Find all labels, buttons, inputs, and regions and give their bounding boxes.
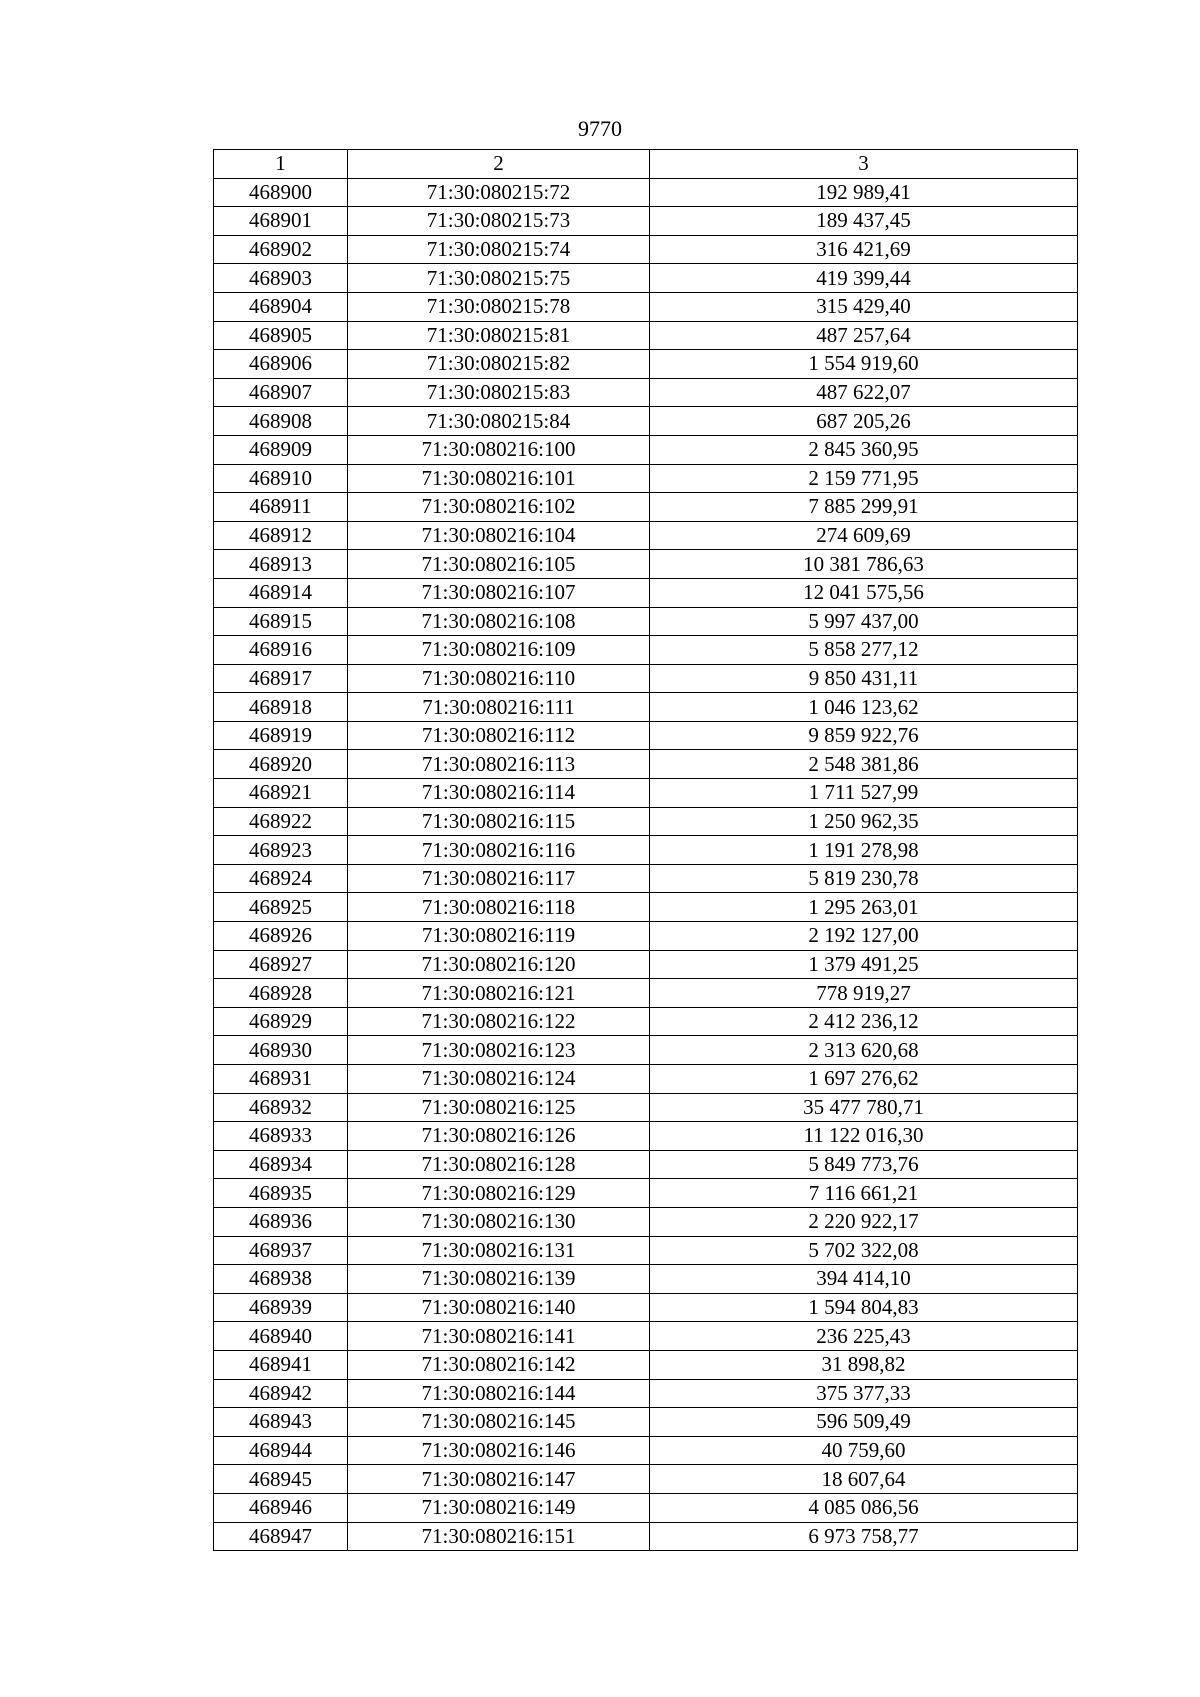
table-row [214, 321, 1078, 350]
row-number-cell: 468908 [214, 407, 348, 436]
cadastral-number-cell: 71:30:080216:130 [348, 1207, 650, 1236]
row-number-cell: 468923 [214, 836, 348, 865]
value-cell: 1 046 123,62 [650, 693, 1078, 722]
cadastral-number-cell: 71:30:080216:121 [348, 979, 650, 1008]
cadastral-number-cell: 71:30:080215:74 [348, 235, 650, 264]
cadastral-number-cell: 71:30:080216:142 [348, 1350, 650, 1379]
value-cell: 778 919,27 [650, 979, 1078, 1008]
table-row [214, 1065, 1078, 1094]
row-number-cell: 468915 [214, 607, 348, 636]
table-row [214, 578, 1078, 607]
row-number-cell: 468914 [214, 578, 348, 607]
row-number-cell: 468922 [214, 807, 348, 836]
row-number-cell: 468905 [214, 321, 348, 350]
table-row [214, 1322, 1078, 1351]
value-cell: 5 849 773,76 [650, 1150, 1078, 1179]
column-header-3: 3 [650, 150, 1078, 179]
value-cell: 316 421,69 [650, 235, 1078, 264]
value-cell: 18 607,64 [650, 1465, 1078, 1494]
row-number-cell: 468928 [214, 979, 348, 1008]
column-header-2: 2 [348, 150, 650, 179]
value-cell: 1 554 919,60 [650, 350, 1078, 379]
table-row [214, 178, 1078, 207]
table-row [214, 1522, 1078, 1551]
table-row [214, 292, 1078, 321]
value-cell: 1 250 962,35 [650, 807, 1078, 836]
cadastral-number-cell: 71:30:080216:126 [348, 1122, 650, 1151]
table-row [214, 550, 1078, 579]
value-cell: 2 159 771,95 [650, 464, 1078, 493]
cadastral-number-cell: 71:30:080216:140 [348, 1293, 650, 1322]
row-number-cell: 468926 [214, 922, 348, 951]
value-cell: 687 205,26 [650, 407, 1078, 436]
cadastral-number-cell: 71:30:080215:81 [348, 321, 650, 350]
value-cell: 5 997 437,00 [650, 607, 1078, 636]
cadastral-number-cell: 71:30:080215:82 [348, 350, 650, 379]
row-number-cell: 468937 [214, 1236, 348, 1265]
row-number-cell: 468942 [214, 1379, 348, 1408]
value-cell: 2 192 127,00 [650, 922, 1078, 951]
table-row [214, 350, 1078, 379]
cadastral-number-cell: 71:30:080215:75 [348, 264, 650, 293]
row-number-cell: 468909 [214, 435, 348, 464]
table-row [214, 950, 1078, 979]
cadastral-number-cell: 71:30:080216:117 [348, 864, 650, 893]
table-row [214, 864, 1078, 893]
table-row [214, 1150, 1078, 1179]
cadastral-number-cell: 71:30:080216:116 [348, 836, 650, 865]
cadastral-number-cell: 71:30:080216:141 [348, 1322, 650, 1351]
column-header-1: 1 [214, 150, 348, 179]
cadastral-number-cell: 71:30:080216:120 [348, 950, 650, 979]
row-number-cell: 468940 [214, 1322, 348, 1351]
value-cell: 487 257,64 [650, 321, 1078, 350]
value-cell: 9 850 431,11 [650, 664, 1078, 693]
cadastral-number-cell: 71:30:080216:104 [348, 521, 650, 550]
cadastral-number-cell: 71:30:080216:125 [348, 1093, 650, 1122]
table-row [214, 264, 1078, 293]
cadastral-number-cell: 71:30:080215:84 [348, 407, 650, 436]
value-cell: 487 622,07 [650, 378, 1078, 407]
table-row [214, 1036, 1078, 1065]
value-cell: 40 759,60 [650, 1436, 1078, 1465]
table-row [214, 1236, 1078, 1265]
cadastral-number-cell: 71:30:080216:112 [348, 721, 650, 750]
cadastral-number-cell: 71:30:080216:100 [348, 435, 650, 464]
header-row [214, 150, 1078, 179]
row-number-cell: 468925 [214, 893, 348, 922]
value-cell: 7 116 661,21 [650, 1179, 1078, 1208]
table-row [214, 1122, 1078, 1151]
table-row [214, 521, 1078, 550]
table-row [214, 493, 1078, 522]
table-row [214, 1436, 1078, 1465]
table-row [214, 721, 1078, 750]
table-row [214, 1408, 1078, 1437]
cadastral-number-cell: 71:30:080216:145 [348, 1408, 650, 1437]
table-row [214, 779, 1078, 808]
table-row [214, 922, 1078, 951]
page-number: 9770 [578, 116, 622, 141]
value-cell: 31 898,82 [650, 1350, 1078, 1379]
table-row [214, 893, 1078, 922]
row-number-cell: 468946 [214, 1493, 348, 1522]
row-number-cell: 468919 [214, 721, 348, 750]
cadastral-number-cell: 71:30:080216:110 [348, 664, 650, 693]
row-number-cell: 468938 [214, 1265, 348, 1294]
row-number-cell: 468901 [214, 207, 348, 236]
row-number-cell: 468935 [214, 1179, 348, 1208]
value-cell: 1 191 278,98 [650, 836, 1078, 865]
cadastral-number-cell: 71:30:080216:113 [348, 750, 650, 779]
row-number-cell: 468945 [214, 1465, 348, 1494]
value-cell: 419 399,44 [650, 264, 1078, 293]
row-number-cell: 468936 [214, 1207, 348, 1236]
cadastral-number-cell: 71:30:080216:102 [348, 493, 650, 522]
cadastral-number-cell: 71:30:080216:105 [348, 550, 650, 579]
cadastral-number-cell: 71:30:080216:129 [348, 1179, 650, 1208]
cadastral-number-cell: 71:30:080216:147 [348, 1465, 650, 1494]
cadastral-number-cell: 71:30:080216:107 [348, 578, 650, 607]
table-row [214, 1093, 1078, 1122]
cadastral-number-cell: 71:30:080215:72 [348, 178, 650, 207]
value-cell: 192 989,41 [650, 178, 1078, 207]
row-number-cell: 468911 [214, 493, 348, 522]
table-row [214, 607, 1078, 636]
table-row [214, 378, 1078, 407]
cadastral-number-cell: 71:30:080216:115 [348, 807, 650, 836]
value-cell: 5 702 322,08 [650, 1236, 1078, 1265]
data-table [213, 149, 1078, 1551]
value-cell: 1 295 263,01 [650, 893, 1078, 922]
row-number-cell: 468932 [214, 1093, 348, 1122]
row-number-cell: 468927 [214, 950, 348, 979]
row-number-cell: 468920 [214, 750, 348, 779]
cadastral-number-cell: 71:30:080216:111 [348, 693, 650, 722]
cadastral-number-cell: 71:30:080216:109 [348, 636, 650, 665]
row-number-cell: 468934 [214, 1150, 348, 1179]
value-cell: 35 477 780,71 [650, 1093, 1078, 1122]
table-row [214, 1179, 1078, 1208]
table-row [214, 464, 1078, 493]
cadastral-number-cell: 71:30:080216:118 [348, 893, 650, 922]
row-number-cell: 468947 [214, 1522, 348, 1551]
value-cell: 596 509,49 [650, 1408, 1078, 1437]
value-cell: 6 973 758,77 [650, 1522, 1078, 1551]
value-cell: 1 594 804,83 [650, 1293, 1078, 1322]
row-number-cell: 468912 [214, 521, 348, 550]
value-cell: 2 412 236,12 [650, 1007, 1078, 1036]
cadastral-number-cell: 71:30:080216:119 [348, 922, 650, 951]
row-number-cell: 468933 [214, 1122, 348, 1151]
row-number-cell: 468910 [214, 464, 348, 493]
cadastral-number-cell: 71:30:080216:108 [348, 607, 650, 636]
table-row [214, 1379, 1078, 1408]
row-number-cell: 468903 [214, 264, 348, 293]
value-cell: 189 437,45 [650, 207, 1078, 236]
table-row [214, 1007, 1078, 1036]
value-cell: 315 429,40 [650, 292, 1078, 321]
table-row [214, 407, 1078, 436]
value-cell: 1 379 491,25 [650, 950, 1078, 979]
value-cell: 2 313 620,68 [650, 1036, 1078, 1065]
row-number-cell: 468921 [214, 779, 348, 808]
row-number-cell: 468943 [214, 1408, 348, 1437]
row-number-cell: 468902 [214, 235, 348, 264]
row-number-cell: 468941 [214, 1350, 348, 1379]
cadastral-number-cell: 71:30:080216:122 [348, 1007, 650, 1036]
table-row [214, 1493, 1078, 1522]
cadastral-number-cell: 71:30:080216:128 [348, 1150, 650, 1179]
table-row [214, 207, 1078, 236]
value-cell: 7 885 299,91 [650, 493, 1078, 522]
value-cell: 375 377,33 [650, 1379, 1078, 1408]
value-cell: 4 085 086,56 [650, 1493, 1078, 1522]
value-cell: 394 414,10 [650, 1265, 1078, 1294]
table-row [214, 1293, 1078, 1322]
value-cell: 10 381 786,63 [650, 550, 1078, 579]
table-row [214, 664, 1078, 693]
cadastral-number-cell: 71:30:080216:139 [348, 1265, 650, 1294]
cadastral-number-cell: 71:30:080216:124 [348, 1065, 650, 1094]
value-cell: 274 609,69 [650, 521, 1078, 550]
table-row [214, 1350, 1078, 1379]
value-cell: 236 225,43 [650, 1322, 1078, 1351]
cadastral-number-cell: 71:30:080215:83 [348, 378, 650, 407]
cadastral-number-cell: 71:30:080216:131 [348, 1236, 650, 1265]
cadastral-number-cell: 71:30:080215:73 [348, 207, 650, 236]
row-number-cell: 468907 [214, 378, 348, 407]
value-cell: 1 697 276,62 [650, 1065, 1078, 1094]
row-number-cell: 468930 [214, 1036, 348, 1065]
cadastral-number-cell: 71:30:080216:149 [348, 1493, 650, 1522]
row-number-cell: 468913 [214, 550, 348, 579]
table-row [214, 693, 1078, 722]
cadastral-number-cell: 71:30:080216:144 [348, 1379, 650, 1408]
table-body [214, 178, 1078, 1551]
cadastral-number-cell: 71:30:080216:123 [348, 1036, 650, 1065]
cadastral-number-cell: 71:30:080215:78 [348, 292, 650, 321]
row-number-cell: 468906 [214, 350, 348, 379]
row-number-cell: 468916 [214, 636, 348, 665]
table-row [214, 836, 1078, 865]
table-row [214, 750, 1078, 779]
row-number-cell: 468904 [214, 292, 348, 321]
row-number-cell: 468900 [214, 178, 348, 207]
row-number-cell: 468918 [214, 693, 348, 722]
value-cell: 5 858 277,12 [650, 636, 1078, 665]
row-number-cell: 468929 [214, 1007, 348, 1036]
table-row [214, 807, 1078, 836]
row-number-cell: 468917 [214, 664, 348, 693]
cadastral-number-cell: 71:30:080216:101 [348, 464, 650, 493]
row-number-cell: 468931 [214, 1065, 348, 1094]
table-row [214, 1207, 1078, 1236]
value-cell: 9 859 922,76 [650, 721, 1078, 750]
cadastral-number-cell: 71:30:080216:146 [348, 1436, 650, 1465]
table-row [214, 979, 1078, 1008]
table-row [214, 1265, 1078, 1294]
value-cell: 1 711 527,99 [650, 779, 1078, 808]
value-cell: 12 041 575,56 [650, 578, 1078, 607]
value-cell: 5 819 230,78 [650, 864, 1078, 893]
row-number-cell: 468924 [214, 864, 348, 893]
cadastral-number-cell: 71:30:080216:151 [348, 1522, 650, 1551]
value-cell: 11 122 016,30 [650, 1122, 1078, 1151]
table-row [214, 235, 1078, 264]
table-row [214, 636, 1078, 665]
cadastral-number-cell: 71:30:080216:114 [348, 779, 650, 808]
row-number-cell: 468944 [214, 1436, 348, 1465]
value-cell: 2 548 381,86 [650, 750, 1078, 779]
table-row [214, 1465, 1078, 1494]
value-cell: 2 220 922,17 [650, 1207, 1078, 1236]
value-cell: 2 845 360,95 [650, 435, 1078, 464]
table-row [214, 435, 1078, 464]
row-number-cell: 468939 [214, 1293, 348, 1322]
